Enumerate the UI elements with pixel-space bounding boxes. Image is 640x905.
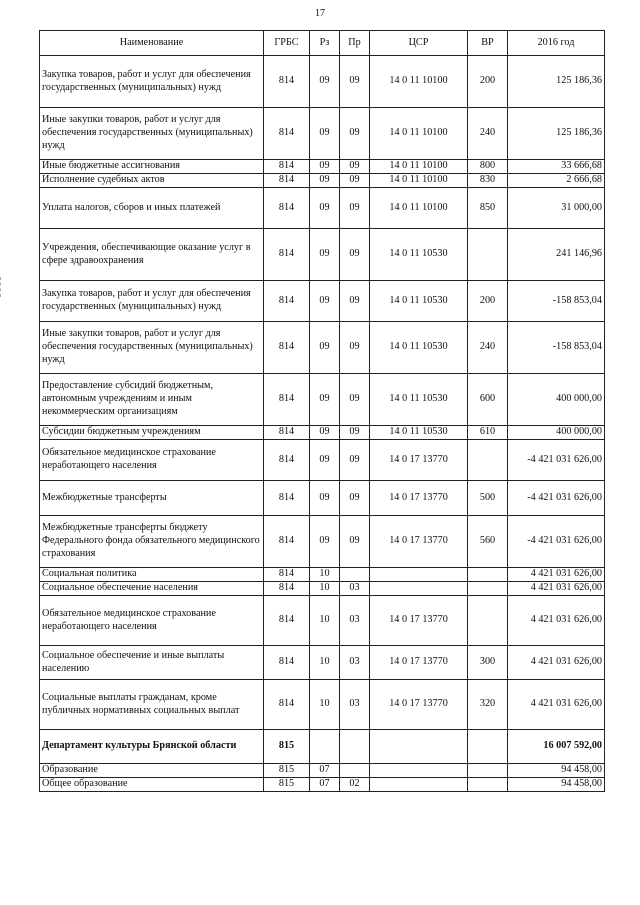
table-row — [40, 596, 605, 646]
header-csr: ЦСР — [370, 31, 468, 56]
cell-grbs: 814 — [264, 56, 310, 108]
table-row — [40, 516, 605, 568]
cell-grbs: 814 — [264, 281, 310, 322]
cell-grbs: 814 — [264, 188, 310, 229]
cell-vr — [468, 582, 508, 596]
cell-name: Закупка товаров, работ и услуг для обеспечения государственных (муниципальных) нужд — [40, 281, 264, 322]
table-row — [40, 229, 605, 281]
cell-csr: 14 0 11 10100 — [370, 174, 468, 188]
header-pr: Пр — [340, 31, 370, 56]
cell-rz: 09 — [310, 516, 340, 568]
cell-rz: 10 — [310, 568, 340, 582]
cell-rz: 09 — [310, 56, 340, 108]
cell-csr: 14 0 17 13770 — [370, 646, 468, 680]
cell-vr — [468, 440, 508, 481]
cell-csr: 14 0 11 10530 — [370, 322, 468, 374]
cell-rz: 09 — [310, 108, 340, 160]
cell-vr: 200 — [468, 56, 508, 108]
cell-sum: 4 421 031 626,00 — [508, 568, 605, 582]
cell-grbs: 814 — [264, 426, 310, 440]
cell-sum: 94 458,00 — [508, 764, 605, 778]
cell-csr — [370, 730, 468, 764]
cell-csr — [370, 764, 468, 778]
cell-rz: 07 — [310, 764, 340, 778]
cell-pr: 03 — [340, 646, 370, 680]
cell-name: Межбюджетные трансферты бюджету Федерального фонда обязательного медицинского страхования — [40, 516, 264, 568]
cell-grbs: 814 — [264, 374, 310, 426]
header-grbs: ГРБС — [264, 31, 310, 56]
cell-sum: 241 146,96 — [508, 229, 605, 281]
cell-name: Обязательное медицинское страхование неработающего населения — [40, 596, 264, 646]
cell-pr: 03 — [340, 582, 370, 596]
cell-sum: -4 421 031 626,00 — [508, 440, 605, 481]
cell-csr: 14 0 11 10100 — [370, 108, 468, 160]
cell-rz: 09 — [310, 426, 340, 440]
cell-vr: 300 — [468, 646, 508, 680]
cell-sum: -4 421 031 626,00 — [508, 481, 605, 516]
cell-grbs: 814 — [264, 160, 310, 174]
cell-csr: 14 0 11 10100 — [370, 160, 468, 174]
header-rz: Рз — [310, 31, 340, 56]
cell-sum: -158 853,04 — [508, 281, 605, 322]
cell-vr: 200 — [468, 281, 508, 322]
cell-csr — [370, 582, 468, 596]
cell-sum: 4 421 031 626,00 — [508, 680, 605, 730]
cell-rz: 10 — [310, 582, 340, 596]
cell-vr: 240 — [468, 322, 508, 374]
header-name: Наименование — [40, 31, 264, 56]
cell-rz: 09 — [310, 440, 340, 481]
cell-name: Социальное обеспечение и иные выплаты населению — [40, 646, 264, 680]
table-row — [40, 174, 605, 188]
cell-name: Уплата налогов, сборов и иных платежей — [40, 188, 264, 229]
cell-sum: 16 007 592,00 — [508, 730, 605, 764]
cell-pr: 09 — [340, 281, 370, 322]
cell-grbs: 814 — [264, 322, 310, 374]
cell-grbs: 814 — [264, 568, 310, 582]
cell-name: Социальная политика — [40, 568, 264, 582]
cell-grbs: 815 — [264, 764, 310, 778]
cell-pr — [340, 764, 370, 778]
cell-pr: 09 — [340, 188, 370, 229]
table-row — [40, 481, 605, 516]
budget-table — [39, 30, 605, 792]
table-row — [40, 160, 605, 174]
cell-name: Департамент культуры Брянской области — [40, 730, 264, 764]
cell-sum: -158 853,04 — [508, 322, 605, 374]
cell-pr: 09 — [340, 516, 370, 568]
cell-sum: 125 186,36 — [508, 56, 605, 108]
cell-grbs: 814 — [264, 646, 310, 680]
cell-pr: 09 — [340, 174, 370, 188]
cell-pr: 09 — [340, 481, 370, 516]
cell-name: Общее образование — [40, 778, 264, 792]
cell-pr: 09 — [340, 426, 370, 440]
cell-rz: 09 — [310, 174, 340, 188]
cell-pr: 02 — [340, 778, 370, 792]
cell-vr — [468, 596, 508, 646]
cell-csr — [370, 778, 468, 792]
cell-name: Иные закупки товаров, работ и услуг для обеспечения государственных (муниципальных) нужд — [40, 108, 264, 160]
cell-grbs: 814 — [264, 596, 310, 646]
cell-name: Социальные выплаты гражданам, кроме публичных нормативных социальных выплат — [40, 680, 264, 730]
cell-sum: 33 666,68 — [508, 160, 605, 174]
cell-name: Обязательное медицинское страхование неработающего населения — [40, 440, 264, 481]
cell-grbs: 814 — [264, 582, 310, 596]
cell-csr: 14 0 11 10100 — [370, 188, 468, 229]
cell-name: Образование — [40, 764, 264, 778]
cell-vr: 830 — [468, 174, 508, 188]
cell-name: Субсидии бюджетным учреждениям — [40, 426, 264, 440]
cell-pr: 09 — [340, 229, 370, 281]
cell-rz: 09 — [310, 229, 340, 281]
cell-rz: 09 — [310, 322, 340, 374]
table-row — [40, 646, 605, 680]
cell-csr: 14 0 11 10100 — [370, 56, 468, 108]
cell-pr: 03 — [340, 680, 370, 730]
cell-rz: 09 — [310, 481, 340, 516]
cell-pr: 09 — [340, 374, 370, 426]
cell-name: Закупка товаров, работ и услуг для обеспечения государственных (муниципальных) нужд — [40, 56, 264, 108]
cell-pr — [340, 730, 370, 764]
cell-sum: 125 186,36 — [508, 108, 605, 160]
table-row — [40, 188, 605, 229]
cell-vr — [468, 229, 508, 281]
cell-sum: 400 000,00 — [508, 374, 605, 426]
cell-csr: 14 0 11 10530 — [370, 229, 468, 281]
cell-name: Иные бюджетные ассигнования — [40, 160, 264, 174]
table-row — [40, 440, 605, 481]
cell-grbs: 815 — [264, 778, 310, 792]
cell-csr: 14 0 11 10530 — [370, 426, 468, 440]
cell-pr: 09 — [340, 440, 370, 481]
cell-vr: 320 — [468, 680, 508, 730]
cell-sum: 4 421 031 626,00 — [508, 596, 605, 646]
cell-grbs: 814 — [264, 481, 310, 516]
table-row — [40, 764, 605, 778]
cell-grbs: 814 — [264, 516, 310, 568]
cell-rz: 10 — [310, 646, 340, 680]
cell-vr — [468, 778, 508, 792]
page-number: 17 — [315, 8, 325, 19]
cell-csr: 14 0 17 13770 — [370, 596, 468, 646]
cell-sum: -4 421 031 626,00 — [508, 516, 605, 568]
cell-vr: 560 — [468, 516, 508, 568]
cell-sum: 2 666,68 — [508, 174, 605, 188]
cell-vr: 610 — [468, 426, 508, 440]
cell-sum: 4 421 031 626,00 — [508, 582, 605, 596]
cell-name: Социальное обеспечение населения — [40, 582, 264, 596]
cell-rz: 09 — [310, 281, 340, 322]
table-row — [40, 426, 605, 440]
cell-name: Учреждения, обеспечивающие оказание услуг в сфере здравоохранения — [40, 229, 264, 281]
cell-sum: 4 421 031 626,00 — [508, 646, 605, 680]
cell-vr — [468, 764, 508, 778]
cell-rz: 10 — [310, 596, 340, 646]
cell-pr: 03 — [340, 596, 370, 646]
cell-grbs: 814 — [264, 174, 310, 188]
cell-grbs: 814 — [264, 440, 310, 481]
table-row — [40, 108, 605, 160]
cell-csr: 14 0 17 13770 — [370, 680, 468, 730]
table-row — [40, 778, 605, 792]
cell-rz — [310, 730, 340, 764]
cell-vr: 850 — [468, 188, 508, 229]
cell-rz: 07 — [310, 778, 340, 792]
table-row — [40, 322, 605, 374]
table-row — [40, 56, 605, 108]
header-sum: 2016 год — [508, 31, 605, 56]
cell-pr: 09 — [340, 108, 370, 160]
cell-csr: 14 0 11 10530 — [370, 374, 468, 426]
cell-pr — [340, 568, 370, 582]
cell-grbs: 814 — [264, 108, 310, 160]
margin-mark — [0, 277, 2, 297]
cell-csr: 14 0 17 13770 — [370, 440, 468, 481]
cell-sum: 400 000,00 — [508, 426, 605, 440]
table-row — [40, 680, 605, 730]
cell-rz: 10 — [310, 680, 340, 730]
cell-rz: 09 — [310, 160, 340, 174]
table-row — [40, 582, 605, 596]
cell-pr: 09 — [340, 56, 370, 108]
cell-grbs: 815 — [264, 730, 310, 764]
cell-vr — [468, 568, 508, 582]
cell-name: Иные закупки товаров, работ и услуг для обеспечения государственных (муниципальных) нужд — [40, 322, 264, 374]
cell-name: Предоставление субсидий бюджетным, автономным учреждениям и иным некоммерческим организациям — [40, 374, 264, 426]
cell-sum: 31 000,00 — [508, 188, 605, 229]
cell-pr: 09 — [340, 160, 370, 174]
table-row — [40, 281, 605, 322]
cell-name: Исполнение судебных актов — [40, 174, 264, 188]
cell-vr: 600 — [468, 374, 508, 426]
cell-vr: 800 — [468, 160, 508, 174]
cell-vr: 240 — [468, 108, 508, 160]
cell-rz: 09 — [310, 188, 340, 229]
cell-csr: 14 0 17 13770 — [370, 481, 468, 516]
table-row — [40, 374, 605, 426]
table-row — [40, 568, 605, 582]
cell-name: Межбюджетные трансферты — [40, 481, 264, 516]
cell-csr: 14 0 17 13770 — [370, 516, 468, 568]
cell-csr — [370, 568, 468, 582]
cell-rz: 09 — [310, 374, 340, 426]
table-header-row — [40, 31, 605, 56]
cell-vr — [468, 730, 508, 764]
cell-vr: 500 — [468, 481, 508, 516]
cell-csr: 14 0 11 10530 — [370, 281, 468, 322]
table-row — [40, 730, 605, 764]
cell-grbs: 814 — [264, 680, 310, 730]
header-vr: ВР — [468, 31, 508, 56]
cell-sum: 94 458,00 — [508, 778, 605, 792]
cell-pr: 09 — [340, 322, 370, 374]
cell-grbs: 814 — [264, 229, 310, 281]
